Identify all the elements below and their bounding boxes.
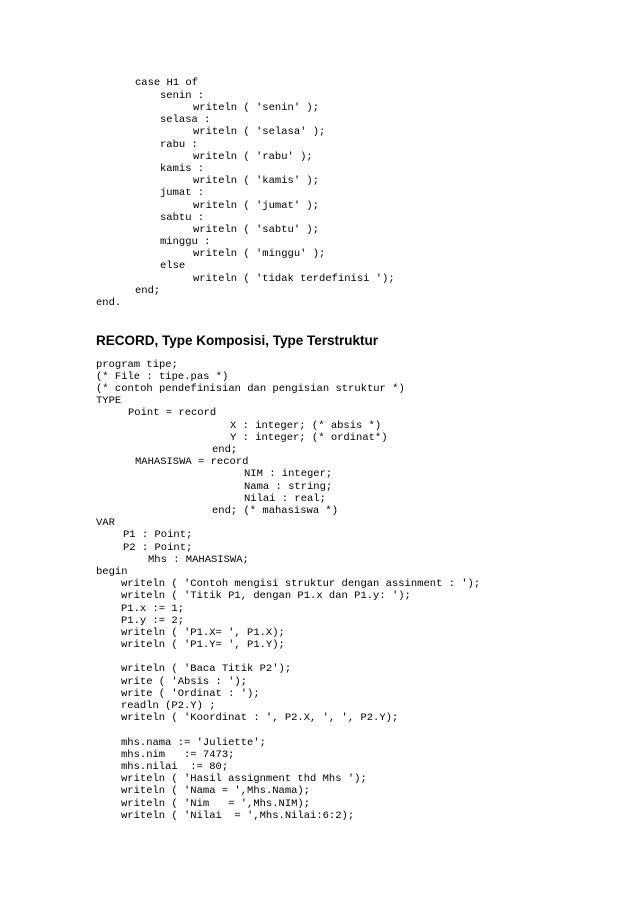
code-line: NIM : integer;	[244, 468, 333, 480]
code-line: writeln ( 'Hasil assignment thd Mhs ');	[121, 773, 367, 785]
code-line: writeln ( 'rabu' );	[193, 151, 313, 163]
code-line: writeln ( 'Titik P1, dengan P1.x dan P1.y: ');	[121, 590, 411, 602]
code-line: case H1 of	[135, 77, 199, 89]
code-line: writeln ( 'P1.X= ', P1.X);	[121, 627, 285, 639]
code-line: writeln ( 'senin' );	[193, 102, 320, 114]
code-line: (* contoh pendefinisian dan pengisian struktur *)	[96, 383, 405, 395]
code-line: mhs.nilai := 80;	[121, 761, 229, 773]
code-line: VAR	[96, 517, 115, 529]
code-line: program tipe;	[96, 359, 178, 371]
code-line: write ( 'Ordinat : ');	[121, 688, 260, 700]
code-line: X : integer; (* absis *)	[230, 420, 382, 432]
code-line: writeln ( 'Nim = ',Mhs.NIM);	[121, 798, 311, 810]
code-line: P1.y := 2;	[121, 615, 185, 627]
code-line: writeln ( 'minggu' );	[193, 248, 326, 260]
code-line: kamis :	[160, 163, 205, 175]
code-line: writeln ( 'tidak terdefinisi ');	[193, 273, 395, 285]
code-line: (* File : tipe.pas *)	[96, 371, 229, 383]
code-line: else	[160, 260, 186, 272]
code-line: writeln ( 'jumat' );	[193, 200, 320, 212]
code-line: Mhs : MAHASISWA;	[148, 554, 249, 566]
code-line: Point = record	[128, 407, 217, 419]
code-line: Nama : string;	[244, 481, 333, 493]
code-line: writeln ( 'Contoh mengisi struktur dengan assinment : ');	[121, 578, 481, 590]
code-line: P1 : Point;	[123, 529, 193, 541]
code-line: TYPE	[96, 395, 122, 407]
code-line: end;	[212, 444, 238, 456]
code-line: begin	[96, 566, 128, 578]
code-line: jumat :	[160, 187, 205, 199]
code-line: writeln ( 'kamis' );	[193, 175, 320, 187]
code-line: sabtu :	[160, 212, 205, 224]
code-line: end; (* mahasiswa *)	[212, 505, 339, 517]
code-line: writeln ( 'P1.Y= ', P1.Y);	[121, 639, 285, 651]
section-heading: RECORD, Type Komposisi, Type Terstruktur	[96, 333, 379, 348]
code-line: selasa :	[160, 114, 211, 126]
code-line: end.	[96, 297, 122, 309]
code-line: writeln ( 'Koordinat : ', P2.X, ', ', P2.Y);	[121, 712, 399, 724]
code-line: minggu :	[160, 236, 211, 248]
code-line: Nilai : real;	[244, 493, 326, 505]
code-line: MAHASISWA = record	[135, 456, 249, 468]
code-line: writeln ( 'selasa' );	[193, 126, 326, 138]
code-line: writeln ( 'sabtu' );	[193, 224, 320, 236]
code-line: write ( 'Absis : ');	[121, 676, 248, 688]
code-line: end;	[135, 285, 161, 297]
code-line: mhs.nama := 'Juliette';	[121, 737, 266, 749]
code-line: writeln ( 'Baca Titik P2');	[121, 663, 292, 675]
code-line: P2 : Point;	[123, 542, 193, 554]
code-line: readln (P2.Y) ;	[121, 700, 216, 712]
code-line: rabu :	[160, 139, 198, 151]
code-line: mhs.nim := 7473;	[121, 749, 235, 761]
code-line: writeln ( 'Nilai = ',Mhs.Nilai:6:2);	[121, 810, 355, 822]
code-line: writeln ( 'Nama = ',Mhs.Nama);	[121, 785, 311, 797]
code-line: senin :	[160, 90, 205, 102]
code-line: P1.x := 1;	[121, 603, 185, 615]
code-line: Y : integer; (* ordinat*)	[230, 432, 388, 444]
